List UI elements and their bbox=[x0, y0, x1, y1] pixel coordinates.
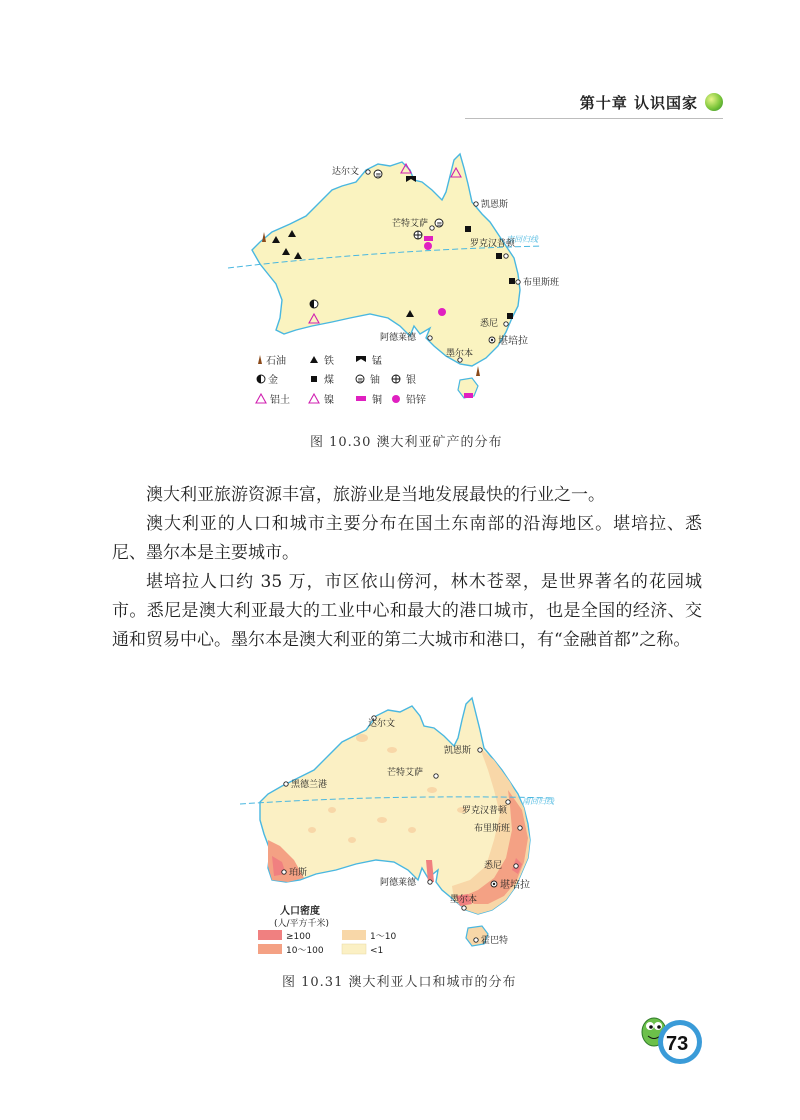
legend-swatch-c4 bbox=[342, 944, 366, 954]
city-rockhampton: 罗克汉普顿 bbox=[462, 806, 508, 816]
city-adelaide: 阿德莱德 bbox=[380, 878, 417, 888]
city-cairns: 凯恩斯 bbox=[444, 746, 472, 756]
city-darwin: 达尔文 bbox=[368, 719, 396, 729]
legend-title: 人口密度 bbox=[280, 906, 320, 917]
paragraph-2: 澳大利亚的人口和城市主要分布在国土东南部的沿海地区。堪培拉、悉尼、墨尔本是主要城市。 bbox=[112, 514, 702, 563]
city-cairns: 凯恩斯 bbox=[481, 200, 509, 210]
city-darwin: 达尔文 bbox=[332, 167, 360, 177]
legend-c4: <1 bbox=[370, 946, 384, 956]
globe-icon bbox=[705, 93, 723, 111]
header-divider bbox=[465, 118, 723, 119]
legend-swatch-c1 bbox=[258, 930, 282, 940]
city-melbourne: 墨尔本 bbox=[446, 349, 474, 359]
tropic-label: 南回归线 bbox=[522, 797, 554, 806]
svg-text:≡: ≡ bbox=[357, 376, 364, 384]
legend-c2: 10～100 bbox=[286, 946, 324, 956]
legend-silver: 银 bbox=[406, 375, 416, 386]
legend-manganese: 锰 bbox=[372, 356, 382, 367]
city-mountisa: 芒特艾萨 bbox=[387, 768, 424, 778]
paragraph-1: 澳大利亚旅游资源丰富，旅游业是当地发展最快的行业之一。 bbox=[146, 485, 605, 505]
city-mountisa: 芒特艾萨 bbox=[392, 219, 429, 229]
tropic-label: 南回归线 bbox=[506, 235, 538, 244]
paragraph-3: 堪培拉人口约 35 万，市区依山傍河，林木苍翠，是世界著名的花园城市。悉尼是澳大利亚最大的工业中心和最大的港口城市，也是全国的经济、交通和贸易中心。墨尔本是澳大利亚的第二大城市和港口，有“金融首都”之称。 bbox=[112, 572, 702, 650]
city-perth: 珀斯 bbox=[289, 868, 308, 878]
city-adelaide: 阿德莱德 bbox=[380, 333, 417, 343]
legend-oil: 石油 bbox=[266, 356, 286, 367]
city-hobart: 霍巴特 bbox=[481, 936, 509, 946]
legend-iron: 铁 bbox=[324, 356, 334, 367]
population-map bbox=[232, 690, 562, 960]
city-canberra: 堪培拉 bbox=[500, 880, 530, 891]
density-legend bbox=[258, 904, 396, 956]
legend-bauxite: 铝土 bbox=[270, 395, 290, 406]
chapter-header: 第十章 认识国家 bbox=[579, 94, 698, 112]
legend-c1: ≥100 bbox=[286, 932, 311, 942]
city-porthedland: 黑德兰港 bbox=[291, 780, 328, 790]
legend-swatch-c2 bbox=[258, 944, 282, 954]
legend-swatch-c3 bbox=[342, 930, 366, 940]
city-sydney: 悉尼 bbox=[480, 319, 499, 329]
legend-uranium: 铀 bbox=[370, 375, 380, 386]
city-rockhampton: 罗克汉普顿 bbox=[470, 239, 516, 249]
city-brisbane: 布里斯班 bbox=[474, 824, 511, 834]
legend-coal: 煤 bbox=[324, 375, 334, 386]
legend-leadzinc: 铅锌 bbox=[406, 395, 426, 406]
city-brisbane: 布里斯班 bbox=[523, 278, 560, 288]
legend-gold: 金 bbox=[268, 375, 278, 386]
mineral-legend bbox=[256, 354, 426, 406]
page-number: 73 bbox=[666, 1033, 689, 1055]
city-melbourne: 墨尔本 bbox=[450, 895, 478, 905]
city-sydney: 悉尼 bbox=[484, 861, 503, 871]
legend-copper: 铜 bbox=[372, 395, 382, 406]
figure-caption-10-31: 图 10.31 澳大利亚人口和城市的分布 bbox=[282, 975, 517, 990]
page-number-badge bbox=[640, 1010, 710, 1070]
legend-unit: (人/平方千米) bbox=[274, 919, 330, 929]
svg-text:≡: ≡ bbox=[436, 220, 443, 228]
figure-caption-10-30: 图 10.30 澳大利亚矿产的分布 bbox=[310, 435, 503, 450]
legend-nickel: 镍 bbox=[324, 395, 334, 406]
legend-c3: 1～10 bbox=[370, 932, 397, 942]
mineral-map bbox=[220, 150, 560, 415]
body-text bbox=[112, 481, 702, 655]
city-canberra: 堪培拉 bbox=[498, 336, 528, 347]
svg-text:≡: ≡ bbox=[375, 171, 382, 179]
